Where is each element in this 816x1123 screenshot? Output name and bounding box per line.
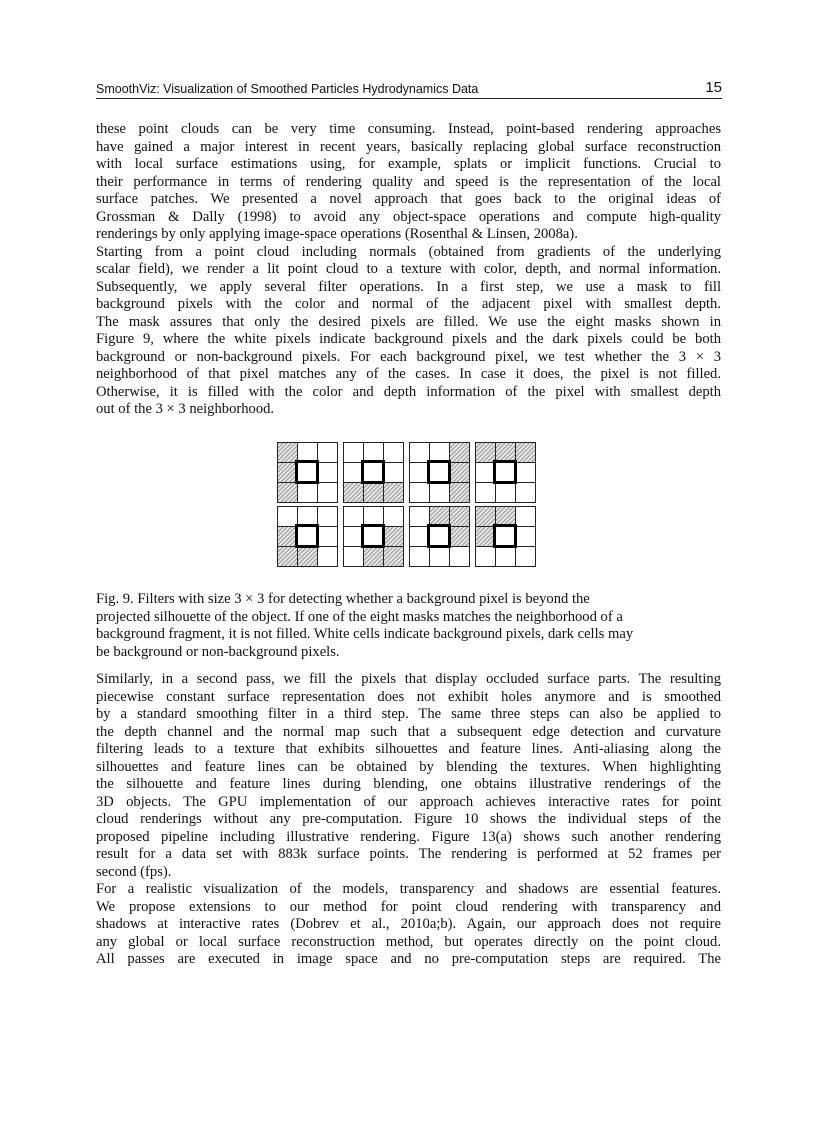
para3-line: silhouettes and feature lines can be obtained by blending the textures. When highlighting [96,758,721,775]
center-pixel [427,460,451,484]
para3-line: cloud renderings without any pre-computation. Figure 10 shows the individual steps of the [96,811,721,827]
dark-cell [515,442,536,463]
white-cell [449,546,470,567]
dark-cell [343,482,364,503]
dark-cell [449,462,470,483]
para4-line: shadows at interactive rates (Dobrev et al., 2010a;b). Again, our approach does not require [96,916,721,932]
white-cell [317,462,338,483]
para2-line: scalar field), we render a lit point cloud to a texture with color, depth, and normal information. [96,261,721,277]
white-cell [515,482,536,503]
white-cell [383,462,404,483]
white-cell [515,462,536,483]
white-cell [409,546,430,567]
page-number: 15 [705,79,722,96]
white-cell [317,546,338,567]
para3-line: second (fps). [96,863,172,880]
white-cell [343,546,364,567]
white-cell [317,442,338,463]
para2-line: Otherwise, it is filled with the color and depth information of the pixel with smallest depth [96,383,721,400]
para1-line: these point clouds can be very time consuming. Instead, point-based rendering approaches [96,121,721,137]
caption-line: Fig. 9. Filters with size 3 × 3 for detecting whether a background pixel is beyond the [96,591,590,607]
mask-7 [409,506,469,566]
para1-line: surface patches. We presented a novel approach that goes back to the original ideas of [96,191,721,207]
mask-1 [277,442,337,502]
para2-line: neighborhood of that pixel matches any of the cases. In case it does, the pixel is not filled. [96,366,721,382]
mask-5 [277,506,337,566]
center-pixel [493,524,517,548]
white-cell [383,506,404,527]
dark-cell [449,526,470,547]
para1-line: with local surface estimations using, for example, splats or implicit functions. Crucial to [96,156,721,172]
mask-8 [475,506,535,566]
dark-cell [449,506,470,527]
para4-line: any global or local surface reconstruction method, but operates directly on the point cloud. [96,933,721,950]
mask-6 [343,506,403,566]
para3-line: Similarly, in a second pass, we fill the pixels that display occluded surface parts. The resulting [96,671,721,687]
para3-line: piecewise constant surface representation does not exhibit holes anymore and is smoothed [96,688,721,705]
para3-line: filtering leads to a texture that exhibits silhouettes and feature lines. Anti-aliasing along the [96,741,721,757]
white-cell [429,482,450,503]
dark-cell [383,526,404,547]
dark-cell [297,546,318,567]
white-cell [515,546,536,567]
para3-line: result for a data set with 883k surface points. The rendering is performed at 52 frames per [96,846,721,862]
running-header [96,81,722,99]
center-pixel [295,460,319,484]
caption-line: background fragment, it is not filled. White cells indicate background pixels, dark cells may [96,626,634,642]
mask-2 [343,442,403,502]
body-text-top [96,121,721,419]
white-cell [515,506,536,527]
figure-9-masks [277,442,539,568]
dark-cell [363,482,384,503]
para2-line: out of the 3 × 3 neighborhood. [96,401,275,417]
dark-cell [363,546,384,567]
white-cell [475,546,496,567]
para3-line: by a standard smoothing filter in a third step. The same three steps can also be applied to [96,706,721,722]
para2-line: The mask assures that only the desired pixels are filled. We use the eight masks shown in [96,313,721,330]
para3-line: proposed pipeline including illustrative rendering. Figure 13(a) shows such another rendering [96,828,721,845]
figure-caption [96,591,721,661]
para2-line: background or non-background pixels. For each background pixel, we test whether the 3 × 3 [96,348,721,365]
para3-line: 3D objects. The GPU implementation of our approach achieves interactive rates for point [96,793,721,810]
dark-cell [277,546,298,567]
center-pixel [361,524,385,548]
para4-line: All passes are executed in image space and no pre-computation steps are required. The [96,951,721,967]
body-text-bottom [96,671,721,969]
para1-line: Grossman & Dally (1998) to avoid any object-space operations and compute high-quality [96,208,721,225]
dark-cell [449,442,470,463]
white-cell [495,546,516,567]
header-title: SmoothViz: Visualization of Smoothed Particles Hydrodynamics Data [96,82,479,96]
para2-line: Subsequently, we apply several filter operations. In a first step, we use a mask to fill [96,278,721,295]
para1-line: their performance in terms of rendering quality and speed is the representation of the local [96,173,721,190]
white-cell [515,526,536,547]
white-cell [475,482,496,503]
caption-line: be background or non-background pixels. [96,643,340,660]
center-pixel [493,460,517,484]
para1-line: have gained a major interest in recent years, basically replacing global surface reconstruction [96,138,721,155]
dark-cell [449,482,470,503]
center-pixel [295,524,319,548]
dark-cell [383,482,404,503]
white-cell [495,482,516,503]
caption-line: projected silhouette of the object. If one of the eight masks matches the neighborhood of a [96,608,623,625]
para4-line: We propose extensions to our method for point cloud rendering with transparency and [96,898,721,915]
mask-3 [409,442,469,502]
para2-line: background pixels with the color and normal of the adjacent pixel with smallest depth. [96,296,721,312]
para2-line: Starting from a point cloud including normals (obtained from gradients of the underlying [96,243,721,260]
para3-line: the depth channel and the normal map such that a subsequent edge detection and curvature [96,723,721,740]
para1-line: renderings by only applying image-space operations (Rosenthal & Linsen, 2008a). [96,226,578,242]
white-cell [317,526,338,547]
dark-cell [277,482,298,503]
white-cell [383,442,404,463]
white-cell [317,506,338,527]
white-cell [429,546,450,567]
white-cell [297,482,318,503]
dark-cell [383,546,404,567]
white-cell [317,482,338,503]
mask-4 [475,442,535,502]
para3-line: the silhouette and feature lines during blending, one obtains illustrative renderings of the [96,776,721,792]
center-pixel [427,524,451,548]
white-cell [409,482,430,503]
center-pixel [361,460,385,484]
para4-line: For a realistic visualization of the models, transparency and shadows are essential features. [96,881,721,897]
para2-line: Figure 9, where the white pixels indicate background pixels and the dark pixels could be both [96,331,721,347]
